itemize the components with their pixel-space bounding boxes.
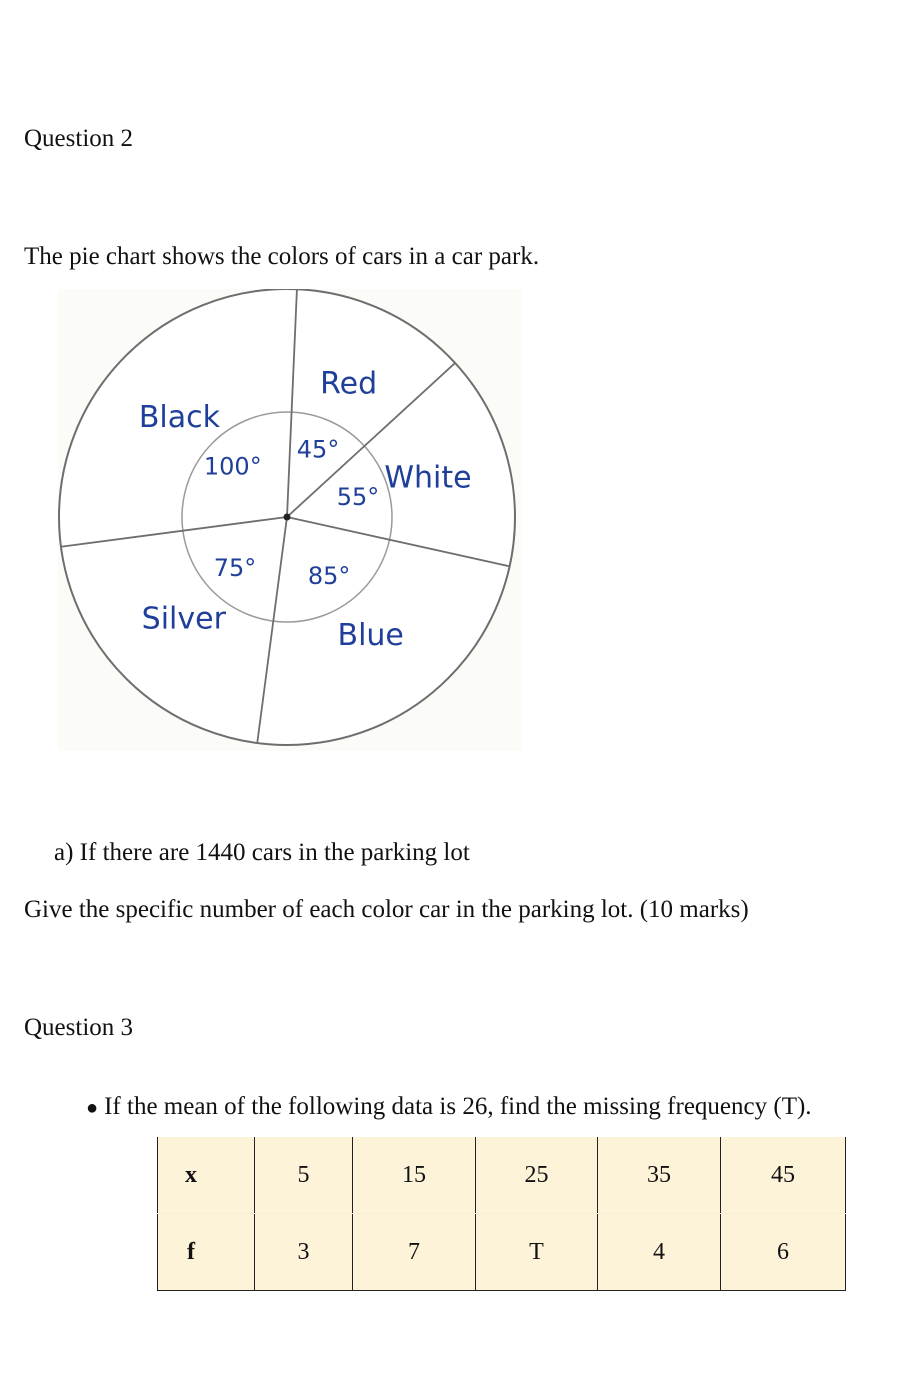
slice-angle-black: 100°	[203, 452, 262, 481]
table-cell: 25	[476, 1137, 598, 1214]
table-cell: 6	[721, 1214, 846, 1291]
table-header-x: x	[158, 1137, 255, 1214]
table-cell: T	[476, 1214, 598, 1291]
table-header-f: f	[158, 1214, 255, 1291]
table-cell: 3	[255, 1214, 353, 1291]
pie-chart	[58, 289, 522, 751]
bullet-icon: ●	[86, 1097, 99, 1119]
table-cell: 15	[353, 1137, 476, 1214]
table-cell: 35	[598, 1137, 721, 1214]
question-2-intro: The pie chart shows the colors of cars in a car park.	[24, 243, 540, 270]
slice-label-silver: Silver	[141, 601, 226, 637]
table-row-f	[158, 1214, 846, 1291]
part-a-question: a) If there are 1440 cars in the parking lot	[54, 839, 470, 866]
table-row-x	[158, 1137, 846, 1214]
slice-label-red: Red	[320, 366, 378, 402]
question-3-text	[86, 1092, 812, 1123]
question-3-text-body: If the mean of the following data is 26, find the missing frequency (T).	[104, 1093, 812, 1120]
table-cell: 7	[353, 1214, 476, 1291]
table-cell: 5	[255, 1137, 353, 1214]
frequency-table	[157, 1137, 846, 1291]
part-a-instruction: Give the specific number of each color car in the parking lot. (10 marks)	[24, 896, 749, 923]
slice-angle-red: 45°	[296, 435, 340, 464]
pie-chart-svg	[58, 289, 522, 751]
slice-label-black: Black	[138, 399, 221, 435]
slice-label-white: White	[384, 460, 472, 496]
slice-label-blue: Blue	[337, 618, 404, 654]
slice-angle-white: 55°	[336, 482, 380, 511]
question-3-heading: Question 3	[24, 1014, 134, 1041]
table-cell: 45	[721, 1137, 846, 1214]
slice-angle-blue: 85°	[307, 562, 351, 591]
slice-angle-silver: 75°	[213, 553, 257, 582]
pie-center	[284, 514, 291, 521]
question-2-heading: Question 2	[24, 125, 134, 152]
table-cell: 4	[598, 1214, 721, 1291]
